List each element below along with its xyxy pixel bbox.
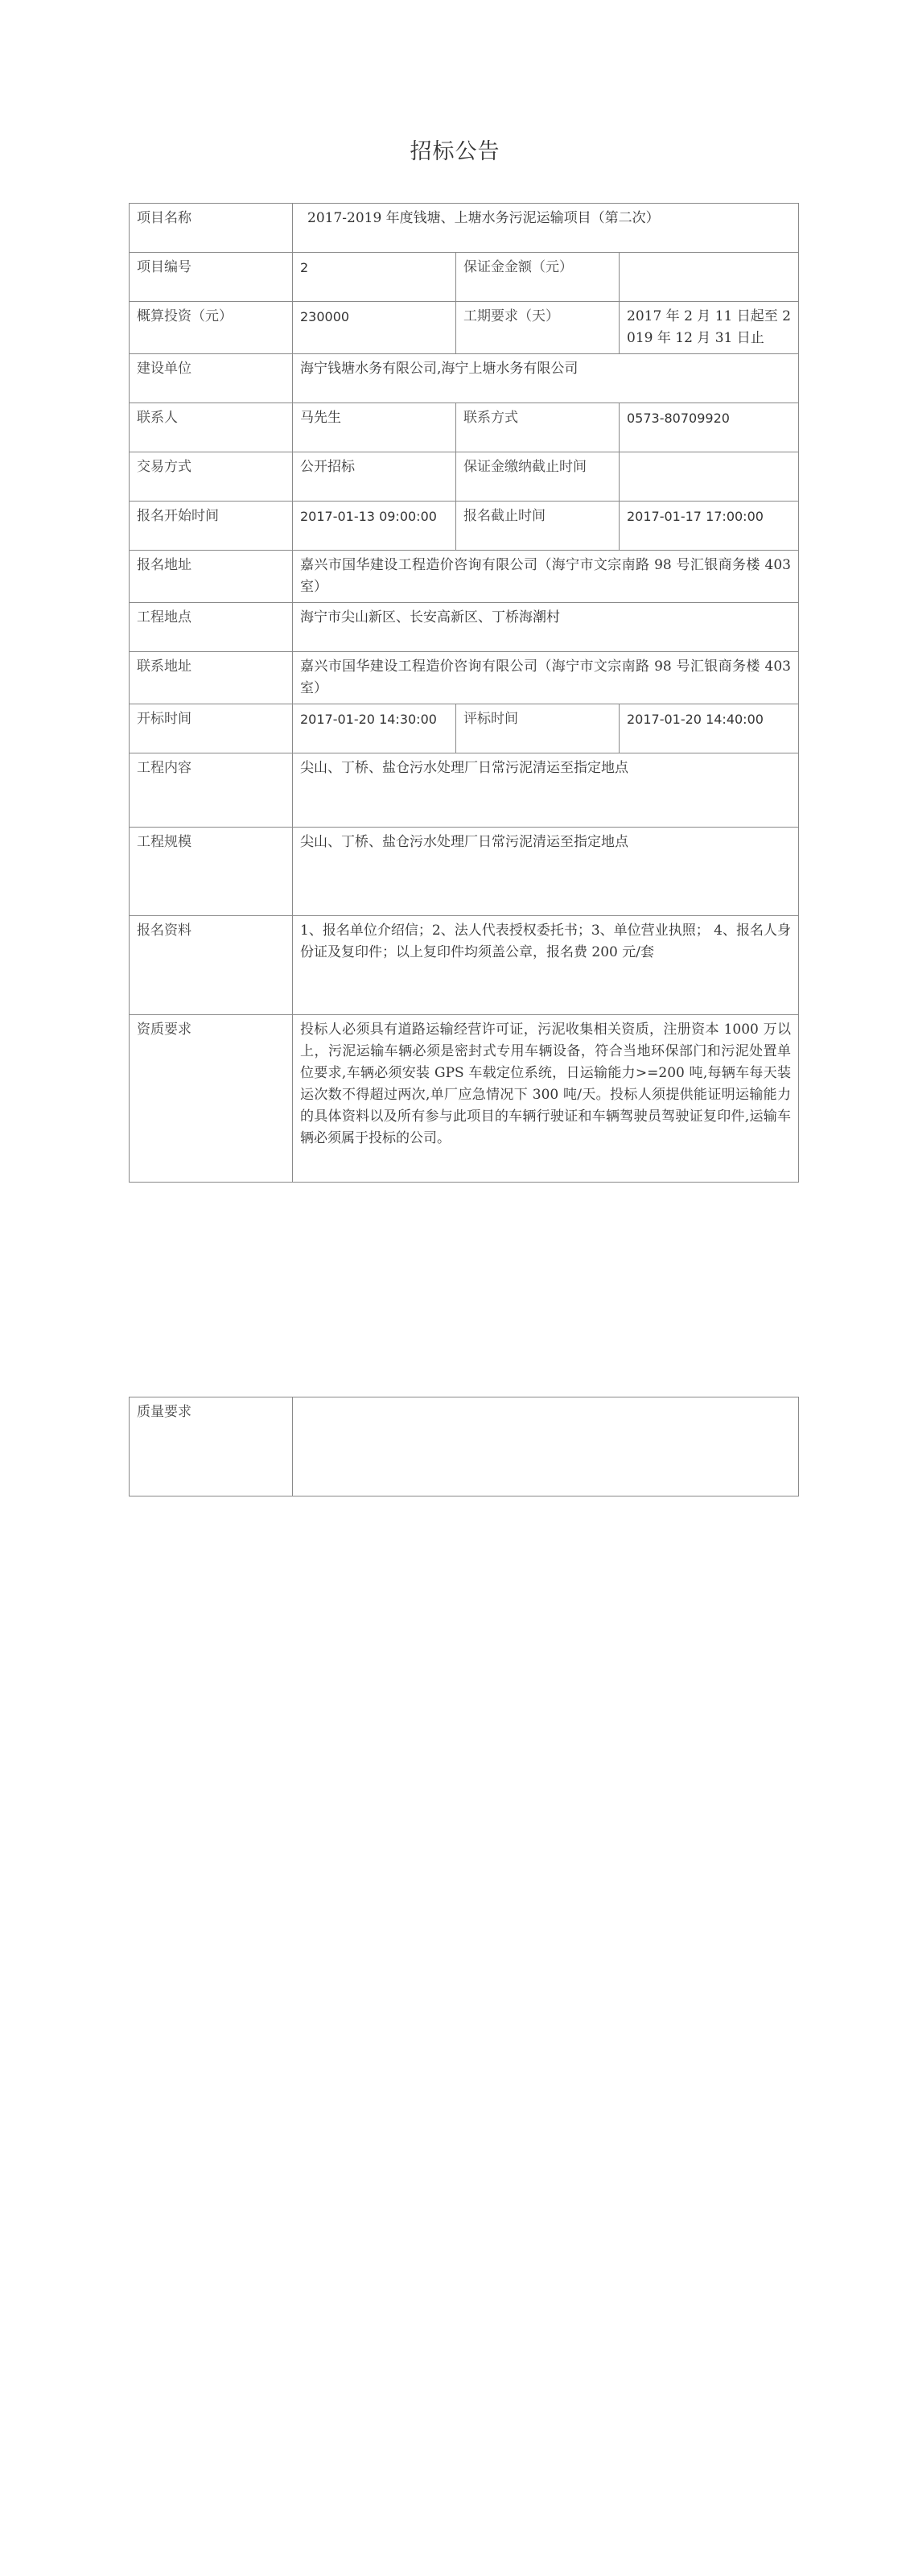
- content-label: 工程内容: [130, 753, 293, 828]
- tender-info-table: [129, 203, 799, 1183]
- eval-time-value: 2017-01-20 14:40:00: [620, 704, 799, 753]
- page-title: 招标公告: [410, 139, 500, 164]
- quality-table: [129, 1397, 799, 1496]
- builder-label: 建设单位: [130, 354, 293, 403]
- trade-method-value: 公开招标: [293, 452, 456, 502]
- materials-label: 报名资料: [130, 916, 293, 1015]
- quality-value: [293, 1397, 799, 1496]
- scale-label: 工程规模: [130, 828, 293, 916]
- contact-method-label: 联系方式: [456, 403, 620, 452]
- qualification-label: 资质要求: [130, 1015, 293, 1183]
- contact-method-value: 0573-80709920: [620, 403, 799, 452]
- row-builder: [130, 354, 799, 403]
- eval-time-label: 评标时间: [456, 704, 620, 753]
- duration-value: 2017 年 2 月 11 日起至 2019 年 12 月 31 日止: [620, 302, 799, 354]
- reg-addr-label: 报名地址: [130, 551, 293, 603]
- reg-start-value: 2017-01-13 09:00:00: [293, 502, 456, 551]
- reg-addr-value: 嘉兴市国华建设工程造价咨询有限公司（海宁市文宗南路 98 号汇银商务楼 403 室）: [293, 551, 799, 603]
- row-reg-address: [130, 551, 799, 603]
- contact-value: 马先生: [293, 403, 456, 452]
- quality-label: 质量要求: [130, 1397, 293, 1496]
- row-materials: [130, 916, 799, 1015]
- site-value: 海宁市尖山新区、长安高新区、丁桥海潮村: [293, 603, 799, 652]
- duration-label: 工期要求（天）: [456, 302, 620, 354]
- row-site: [130, 603, 799, 652]
- row-open-time: [130, 704, 799, 753]
- row-trade-method: [130, 452, 799, 502]
- row-project-no: [130, 253, 799, 302]
- row-qualification: [130, 1015, 799, 1183]
- budget-value: 230000: [293, 302, 456, 354]
- deposit-deadline-label: 保证金缴纳截止时间: [456, 452, 620, 502]
- deposit-value: [620, 253, 799, 302]
- row-budget: [130, 302, 799, 354]
- deposit-deadline-value: [620, 452, 799, 502]
- row-contact: [130, 403, 799, 452]
- project-name-value: 2017-2019 年度钱塘、上塘水务污泥运输项目（第二次）: [293, 204, 799, 253]
- open-time-label: 开标时间: [130, 704, 293, 753]
- contact-label: 联系人: [130, 403, 293, 452]
- trade-method-label: 交易方式: [130, 452, 293, 502]
- row-scale: [130, 828, 799, 916]
- contact-addr-label: 联系地址: [130, 652, 293, 704]
- reg-end-label: 报名截止时间: [456, 502, 620, 551]
- row-content: [130, 753, 799, 828]
- reg-start-label: 报名开始时间: [130, 502, 293, 551]
- row-contact-address: [130, 652, 799, 704]
- builder-value: 海宁钱塘水务有限公司,海宁上塘水务有限公司: [293, 354, 799, 403]
- row-reg-time: [130, 502, 799, 551]
- scale-value: 尖山、丁桥、盐仓污水处理厂日常污泥清运至指定地点: [293, 828, 799, 916]
- deposit-label: 保证金金额（元）: [456, 253, 620, 302]
- contact-addr-value: 嘉兴市国华建设工程造价咨询有限公司（海宁市文宗南路 98 号汇银商务楼 403 室）: [293, 652, 799, 704]
- reg-end-value: 2017-01-17 17:00:00: [620, 502, 799, 551]
- project-no-value: 2: [293, 253, 456, 302]
- materials-value: 1、报名单位介绍信；2、法人代表授权委托书；3、单位营业执照； 4、报名人身份证及复印件；以上复印件均须盖公章，报名费 200 元/套: [293, 916, 799, 1015]
- row-quality: [130, 1397, 799, 1496]
- qualification-value: 投标人必须具有道路运输经营许可证，污泥收集相关资质，注册资本 1000 万以上，污泥运输车辆必须是密封式专用车辆设备，符合当地环保部门和污泥处置单位要求,车辆必须安装 GPS 车载定位系统，日运输能力>=200 吨,每辆车每天装运次数不得超过两次,单厂应急情况下 300 吨/天。投标人须提供能证明运输能力的具体资料以及所有参与此项目的车辆行驶证和车辆驾驶员驾驶证复印件,运输车辆必须属于投标的公司。: [293, 1015, 799, 1183]
- row-project-name: [130, 204, 799, 253]
- site-label: 工程地点: [130, 603, 293, 652]
- content-value: 尖山、丁桥、盐仓污水处理厂日常污泥清运至指定地点: [293, 753, 799, 828]
- budget-label: 概算投资（元）: [130, 302, 293, 354]
- project-no-label: 项目编号: [130, 253, 293, 302]
- open-time-value: 2017-01-20 14:30:00: [293, 704, 456, 753]
- project-name-label: 项目名称: [130, 204, 293, 253]
